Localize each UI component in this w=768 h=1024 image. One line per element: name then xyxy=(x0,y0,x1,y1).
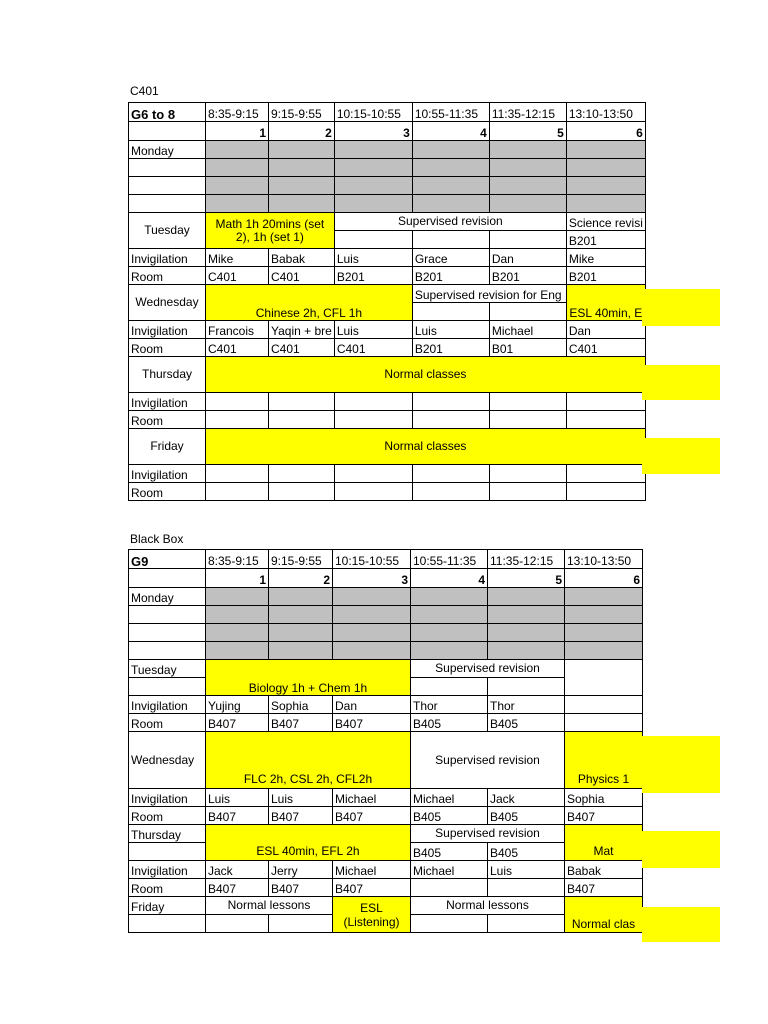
room-value: B407 xyxy=(565,807,643,825)
room-value: B01 xyxy=(489,339,566,357)
period-number: 4 xyxy=(412,122,489,141)
invigilator: Michael xyxy=(333,789,411,807)
room-value: C401 xyxy=(206,267,269,285)
tuesday-room-row xyxy=(129,267,646,285)
invigilator: Luis xyxy=(412,321,489,339)
exam-math: Math 1h 20mins (set 2), 1h (set 1) xyxy=(206,213,335,249)
invigilator: Mike xyxy=(566,249,645,267)
room-value: B407 xyxy=(269,714,333,732)
period-number: 1 xyxy=(206,122,269,141)
schedule-table-black-box xyxy=(128,549,643,933)
exam-physics: Physics 1 xyxy=(565,732,643,789)
exam-esl: ESL 40min, E xyxy=(566,285,645,321)
grade-label: G9 xyxy=(129,550,206,569)
wednesday-row xyxy=(129,285,646,303)
invigilator: Michael xyxy=(333,861,411,879)
invigilator: Francois xyxy=(206,321,269,339)
time-slot: 8:35-9:15 xyxy=(206,550,269,569)
time-header-row xyxy=(129,550,643,569)
time-slot: 13:10-13:50 xyxy=(566,103,645,122)
invigilator: Jack xyxy=(488,789,565,807)
room-value: B407 xyxy=(206,807,269,825)
invigilator: Thor xyxy=(411,696,488,714)
room-value: B407 xyxy=(206,879,269,897)
invigilator: Thor xyxy=(488,696,565,714)
room-value xyxy=(488,879,565,897)
room-value: B407 xyxy=(333,714,411,732)
thursday-row xyxy=(129,357,646,393)
exam-math: Mat xyxy=(565,825,643,861)
normal-lessons: Normal lessons xyxy=(411,897,565,915)
room-value: C401 xyxy=(566,339,645,357)
invigilator xyxy=(565,696,643,714)
row-label: Room xyxy=(129,714,206,732)
highlight-overhang xyxy=(642,907,720,942)
thursday-room-row xyxy=(129,879,643,897)
row-label: Invigilation xyxy=(129,789,206,807)
monday-row xyxy=(129,141,646,159)
period-number: 2 xyxy=(269,122,335,141)
exam-esl: ESL 40min, EFL 2h xyxy=(206,825,411,861)
period-number: 1 xyxy=(206,569,269,588)
room-value: B407 xyxy=(269,807,333,825)
period-number: 5 xyxy=(488,569,565,588)
room-value: B407 xyxy=(565,879,643,897)
period-number: 4 xyxy=(411,569,488,588)
period-number: 6 xyxy=(565,569,643,588)
highlight-overhang xyxy=(642,831,720,868)
room-value: B201 xyxy=(412,267,489,285)
invigilator: Luis xyxy=(206,789,269,807)
highlight-overhang xyxy=(642,736,720,793)
invigilator: Sophia xyxy=(269,696,333,714)
tuesday-row xyxy=(129,213,646,231)
time-slot: 13:10-13:50 xyxy=(565,550,643,569)
row-label: Room xyxy=(129,267,206,285)
room-value: B407 xyxy=(269,879,333,897)
highlight-overhang xyxy=(642,289,720,326)
row-label: Room xyxy=(129,339,206,357)
day-label: Friday xyxy=(129,897,206,915)
normal-classes: Normal classes xyxy=(206,429,646,465)
day-label: Friday xyxy=(129,429,206,465)
room-value: B405 xyxy=(488,714,565,732)
invigilator: Dan xyxy=(489,249,566,267)
invigilator: Babak xyxy=(565,861,643,879)
grade-label: G6 to 8 xyxy=(129,103,206,122)
room-value: B405 xyxy=(488,843,565,861)
invigilator: Luis xyxy=(334,249,412,267)
time-slot: 10:15-10:55 xyxy=(334,103,412,122)
supervised-revision-english: Supervised revision for Eng xyxy=(412,285,566,303)
room-value: B201 xyxy=(566,231,645,249)
exam-science: Science revisi xyxy=(566,213,645,231)
period-number: 3 xyxy=(334,122,412,141)
invigilator: Luis xyxy=(488,861,565,879)
room-value: C401 xyxy=(269,267,335,285)
invigilator: Dan xyxy=(333,696,411,714)
row-label: Room xyxy=(129,807,206,825)
time-slot: 11:35-12:15 xyxy=(488,550,565,569)
row-label: Invigilation xyxy=(129,861,206,879)
invigilator: Michael xyxy=(489,321,566,339)
normal-classes: Normal clas xyxy=(565,897,643,933)
room-value: C401 xyxy=(206,339,269,357)
tuesday-room-row xyxy=(129,714,643,732)
supervised-revision: Supervised revision xyxy=(334,213,566,231)
section2-title: Black Box xyxy=(130,532,184,546)
day-label: Monday xyxy=(129,588,206,606)
day-label: Wednesday xyxy=(129,732,206,789)
room-value: B201 xyxy=(489,267,566,285)
row-label: Invigilation xyxy=(129,393,206,411)
thursday-row xyxy=(129,825,643,843)
period-row xyxy=(129,122,646,141)
time-slot: 9:15-9:55 xyxy=(269,550,333,569)
row-label: Invigilation xyxy=(129,249,206,267)
friday-row xyxy=(129,429,646,465)
invigilator: Grace xyxy=(412,249,489,267)
invigilator: Luis xyxy=(334,321,412,339)
supervised-revision: Supervised revision xyxy=(411,732,565,789)
day-label: Tuesday xyxy=(129,213,206,249)
invigilator: Yaqin + bre xyxy=(269,321,335,339)
invigilator: Michael xyxy=(411,789,488,807)
room-value: B201 xyxy=(334,267,412,285)
day-label: Wednesday xyxy=(129,285,206,321)
room-value xyxy=(565,714,643,732)
room-value: B407 xyxy=(333,879,411,897)
section1-title: C401 xyxy=(130,84,159,98)
wednesday-row xyxy=(129,732,643,759)
friday-row xyxy=(129,897,643,915)
invigilator: Yujing xyxy=(206,696,269,714)
room-value: B201 xyxy=(412,339,489,357)
normal-classes: Normal classes xyxy=(206,357,646,393)
invigilator: Babak xyxy=(269,249,335,267)
exam-flc: FLC 2h, CSL 2h, CFL2h xyxy=(206,732,411,789)
period-number: 6 xyxy=(566,122,645,141)
time-slot: 8:35-9:15 xyxy=(206,103,269,122)
tuesday-invigilation-row xyxy=(129,696,643,714)
exam-biology: Biology 1h + Chem 1h xyxy=(206,660,411,696)
room-value: B407 xyxy=(333,807,411,825)
time-slot: 9:15-9:55 xyxy=(269,103,335,122)
day-label: Thursday xyxy=(129,357,206,393)
row-label: Invigilation xyxy=(129,696,206,714)
room-value: B201 xyxy=(566,267,645,285)
row-label: Invigilation xyxy=(129,321,206,339)
room-value: B405 xyxy=(411,714,488,732)
monday-row xyxy=(129,588,643,606)
row-label: Invigilation xyxy=(129,465,206,483)
room-value: B405 xyxy=(411,807,488,825)
period-number: 2 xyxy=(269,569,333,588)
highlight-overhang xyxy=(642,438,720,474)
room-value xyxy=(411,879,488,897)
room-value: B407 xyxy=(206,714,269,732)
invigilator: Jack xyxy=(206,861,269,879)
room-value: C401 xyxy=(334,339,412,357)
invigilator: Mike xyxy=(206,249,269,267)
time-slot: 11:35-12:15 xyxy=(489,103,566,122)
tuesday-row xyxy=(129,660,643,678)
invigilator: Sophia xyxy=(565,789,643,807)
room-value: B405 xyxy=(488,807,565,825)
supervised-revision: Supervised revision xyxy=(411,825,565,843)
wednesday-invigilation-row xyxy=(129,321,646,339)
schedule-table-c401 xyxy=(128,102,646,501)
day-label: Thursday xyxy=(129,825,206,843)
room-value: C401 xyxy=(269,339,335,357)
period-row xyxy=(129,569,643,588)
normal-lessons: Normal lessons xyxy=(206,897,333,915)
day-label: Monday xyxy=(129,141,206,159)
time-slot: 10:55-11:35 xyxy=(411,550,488,569)
exam-chinese: Chinese 2h, CFL 1h xyxy=(206,285,413,321)
highlight-overhang xyxy=(642,365,720,400)
thursday-invigilation-row xyxy=(129,861,643,879)
wednesday-room-row xyxy=(129,339,646,357)
row-label: Room xyxy=(129,411,206,429)
period-number: 3 xyxy=(333,569,411,588)
supervised-revision: Supervised revision xyxy=(411,660,565,678)
time-slot: 10:15-10:55 xyxy=(333,550,411,569)
time-slot: 10:55-11:35 xyxy=(412,103,489,122)
invigilator: Dan xyxy=(566,321,645,339)
invigilator: Luis xyxy=(269,789,333,807)
time-header-row xyxy=(129,103,646,122)
row-label: Room xyxy=(129,483,206,501)
row-label: Room xyxy=(129,879,206,897)
wednesday-room-row xyxy=(129,807,643,825)
period-number: 5 xyxy=(489,122,566,141)
invigilator: Michael xyxy=(411,861,488,879)
wednesday-invigilation-row xyxy=(129,789,643,807)
tuesday-invigilation-row xyxy=(129,249,646,267)
day-label: Tuesday xyxy=(129,660,206,678)
exam-esl-listening: ESL (Listening) xyxy=(333,897,411,933)
room-value: B405 xyxy=(411,843,488,861)
invigilator: Jerry xyxy=(269,861,333,879)
